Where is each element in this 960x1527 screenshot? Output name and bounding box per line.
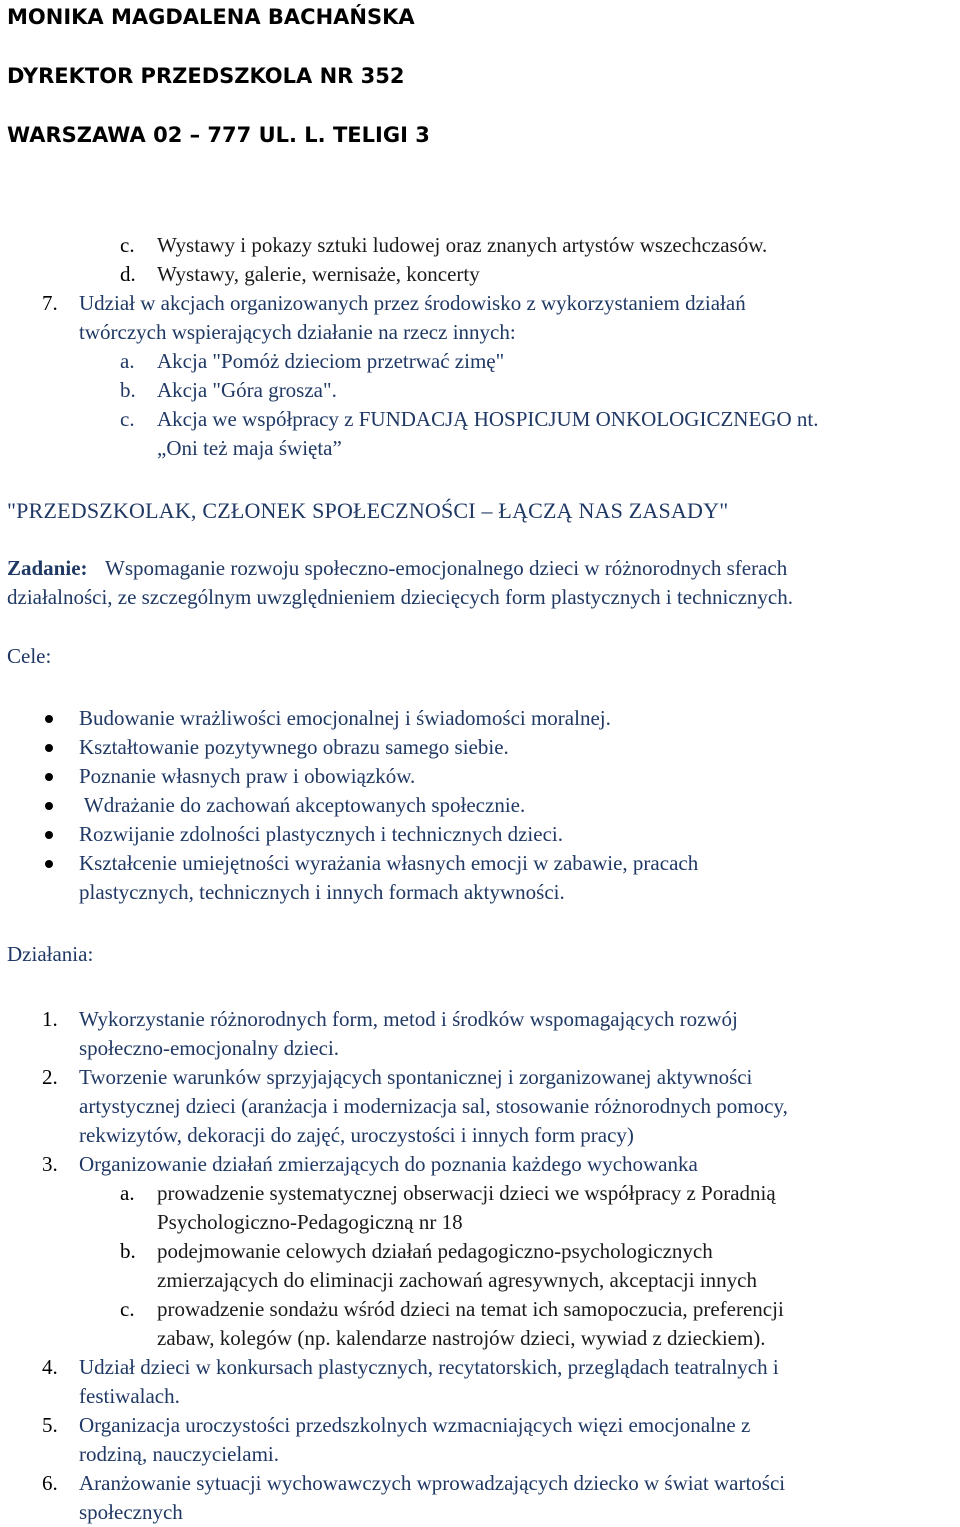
goal-item: Poznanie własnych praw i obowiązków. — [79, 764, 416, 788]
goal-item: Kształcenie umiejętności wyrażania własnych emocji w zabawie, pracach — [79, 851, 699, 875]
list-marker: 1. — [42, 1007, 58, 1031]
goals-label: Cele: — [7, 644, 52, 668]
list-item: Wystawy i pokazy sztuki ludowej oraz znanych artystów wszechczasów. — [157, 233, 768, 257]
task-text: działalności, ze szczególnym uwzględnieniem dziecięcych form plastycznych i technicznych. — [7, 585, 793, 609]
list-item: Akcja "Pomóż dzieciom przetrwać zimę" — [157, 349, 505, 373]
bullet-icon — [45, 860, 53, 868]
action-sub-line: prowadzenie systematycznej obserwacji dzieci we współpracy z Poradnią — [157, 1181, 776, 1205]
action-line: Udział dzieci w konkursach plastycznych, recytatorskich, przeglądach teatralnych i — [79, 1355, 779, 1379]
list-item-line: Udział w akcjach organizowanych przez środowisko z wykorzystaniem działań — [79, 291, 746, 315]
author-position: DYREKTOR PRZEDSZKOLA NR 352 — [7, 64, 405, 88]
list-marker: 5. — [42, 1413, 58, 1437]
bullet-icon — [45, 715, 53, 723]
goal-item: Rozwijanie zdolności plastycznych i technicznych dzieci. — [79, 822, 563, 846]
list-marker: b. — [120, 378, 136, 402]
action-sub-line: zmierzających do eliminacji zachowań agresywnych, akceptacji innych — [157, 1268, 757, 1292]
action-line: rekwizytów, dekoracji do zajęć, uroczystości i innych form pracy) — [79, 1123, 634, 1147]
list-marker: c. — [120, 407, 135, 431]
list-item: Akcja "Góra grosza". — [157, 378, 337, 402]
list-marker: a. — [120, 1181, 135, 1205]
list-marker: c. — [120, 233, 135, 257]
goal-item-cont: plastycznych, technicznych i innych formach aktywności. — [79, 880, 565, 904]
list-marker: 2. — [42, 1065, 58, 1089]
list-marker: 4. — [42, 1355, 58, 1379]
goal-item: Kształtowanie pozytywnego obrazu samego siebie. — [79, 735, 509, 759]
action-line: Aranżowanie sytuacji wychowawczych wprowadzających dziecko w świat wartości — [79, 1471, 786, 1495]
action-line: Tworzenie warunków sprzyjających spontanicznej i zorganizowanej aktywności — [79, 1065, 753, 1089]
goal-item: Wdrażanie do zachowań akceptowanych społecznie. — [79, 793, 526, 817]
bullet-icon — [45, 773, 53, 781]
goal-item: Budowanie wrażliwości emocjonalnej i świadomości moralnej. — [79, 706, 611, 730]
bullet-icon — [45, 802, 53, 810]
action-line: rodziną, nauczycielami. — [79, 1442, 279, 1466]
program-title: "PRZEDSZKOLAK, CZŁONEK SPOŁECZNOŚCI – ŁĄCZĄ NAS ZASADY" — [7, 498, 729, 523]
school-address: WARSZAWA 02 – 777 UL. L. TELIGI 3 — [7, 123, 430, 147]
list-marker: a. — [120, 349, 135, 373]
list-marker: 6. — [42, 1471, 58, 1495]
task-text: Wspomaganie rozwoju społeczno-emocjonalnego dzieci w różnorodnych sferach — [105, 556, 788, 580]
action-line: artystycznej dzieci (aranżacja i modernizacja sal, stosowanie różnorodnych pomocy, — [79, 1094, 788, 1118]
list-marker: 7. — [42, 291, 58, 315]
list-marker: 3. — [42, 1152, 58, 1176]
action-line: festiwalach. — [79, 1384, 180, 1408]
task-label: Zadanie: — [7, 556, 88, 580]
actions-label: Działania: — [7, 942, 94, 966]
list-marker: c. — [120, 1297, 135, 1321]
action-sub-line: prowadzenie sondażu wśród dzieci na temat ich samopoczucia, preferencji — [157, 1297, 784, 1321]
action-sub-line: Psychologiczno-Pedagogiczną nr 18 — [157, 1210, 463, 1234]
list-item: Wystawy, galerie, wernisaże, koncerty — [157, 262, 480, 286]
list-marker: b. — [120, 1239, 136, 1263]
action-sub-line: podejmowanie celowych działań pedagogiczno-psychologicznych — [157, 1239, 713, 1263]
action-line: społecznych — [79, 1500, 183, 1524]
action-line: Organizacja uroczystości przedszkolnych wzmacniających więzi emocjonalne z — [79, 1413, 751, 1437]
action-sub-line: zabaw, kolegów (np. kalendarze nastrojów dzieci, wywiad z dzieckiem). — [157, 1326, 766, 1350]
list-marker: d. — [120, 262, 136, 286]
action-note: „Oni też maja święta” — [157, 436, 342, 460]
list-item: Akcja we współpracy z FUNDACJĄ HOSPICJUM ONKOLOGICZNEGO nt. — [157, 407, 819, 431]
action-line: Organizowanie działań zmierzających do poznania każdego wychowanka — [79, 1152, 698, 1176]
bullet-icon — [45, 744, 53, 752]
action-line: społeczno-emocjonalny dzieci. — [79, 1036, 340, 1060]
action-line: Wykorzystanie różnorodnych form, metod i środków wspomagających rozwój — [79, 1007, 738, 1031]
bullet-icon — [45, 831, 53, 839]
list-item-line: twórczych wspierających działanie na rzecz innych: — [79, 320, 516, 344]
author-name: MONIKA MAGDALENA BACHAŃSKA — [7, 5, 415, 29]
